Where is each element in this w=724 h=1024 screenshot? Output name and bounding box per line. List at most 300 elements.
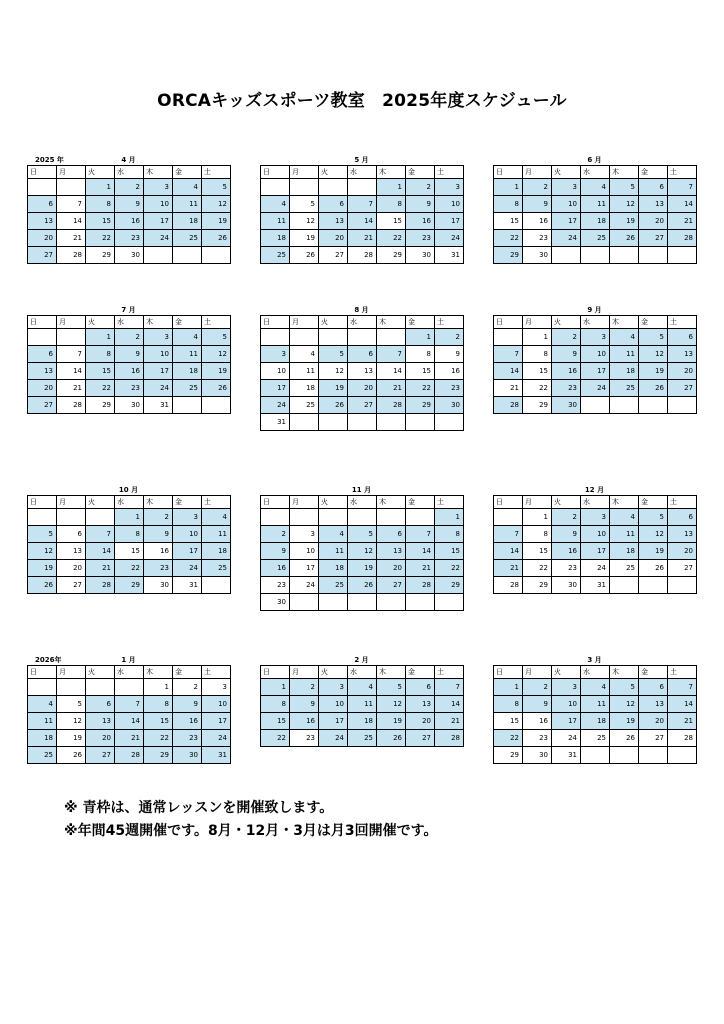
week-row [261, 363, 464, 380]
weekday-row [28, 666, 231, 679]
day-cell: 1 [494, 179, 523, 196]
week-row [261, 679, 464, 696]
week-row [494, 679, 697, 696]
month-calendar [27, 302, 230, 414]
day-cell: 22 [377, 230, 406, 247]
month-calendar [493, 482, 696, 594]
empty-cell [290, 594, 319, 611]
day-cell: 22 [435, 560, 464, 577]
weekday-cell: 日 [494, 496, 523, 509]
day-cell: 18 [173, 213, 202, 230]
day-cell: 23 [523, 230, 552, 247]
weekday-row [261, 496, 464, 509]
week-row [494, 363, 697, 380]
day-cell: 13 [639, 196, 668, 213]
day-cell: 20 [57, 560, 86, 577]
day-cell: 10 [581, 526, 610, 543]
day-cell: 1 [261, 679, 290, 696]
day-cell: 29 [86, 247, 115, 264]
day-cell: 22 [144, 730, 173, 747]
week-row [261, 329, 464, 346]
day-cell: 12 [348, 543, 377, 560]
day-cell: 5 [610, 679, 639, 696]
day-cell: 17 [261, 380, 290, 397]
weekday-row [494, 166, 697, 179]
day-cell: 17 [144, 363, 173, 380]
day-cell: 12 [610, 696, 639, 713]
weekday-cell: 火 [319, 666, 348, 679]
day-cell: 30 [115, 397, 144, 414]
day-cell: 18 [610, 363, 639, 380]
day-cell: 5 [610, 179, 639, 196]
month-table [493, 665, 697, 764]
weekday-cell: 火 [86, 166, 115, 179]
day-cell: 2 [406, 179, 435, 196]
day-cell: 10 [552, 696, 581, 713]
empty-cell [610, 747, 639, 764]
weekday-cell: 火 [319, 496, 348, 509]
day-cell: 26 [290, 247, 319, 264]
day-cell: 6 [86, 696, 115, 713]
weekday-row [261, 316, 464, 329]
week-row [261, 560, 464, 577]
day-cell: 24 [552, 230, 581, 247]
day-cell: 26 [639, 560, 668, 577]
day-cell: 3 [552, 179, 581, 196]
day-cell: 1 [494, 679, 523, 696]
month-header [260, 652, 463, 665]
day-cell: 31 [581, 577, 610, 594]
weekday-row [28, 316, 231, 329]
month-calendar [493, 152, 696, 264]
day-cell: 13 [86, 713, 115, 730]
day-cell: 24 [202, 730, 231, 747]
day-cell: 20 [668, 543, 697, 560]
day-cell: 1 [523, 509, 552, 526]
day-cell: 13 [377, 543, 406, 560]
day-cell: 28 [57, 397, 86, 414]
day-cell: 26 [377, 730, 406, 747]
weekday-cell: 金 [173, 666, 202, 679]
day-cell: 6 [639, 179, 668, 196]
day-cell: 6 [668, 509, 697, 526]
weekday-cell: 土 [668, 166, 697, 179]
day-cell: 23 [261, 577, 290, 594]
day-cell: 27 [86, 747, 115, 764]
day-cell: 11 [319, 543, 348, 560]
page-title: ORCAキッズスポーツ教室 2025年度スケジュール [157, 91, 567, 111]
week-row [28, 329, 231, 346]
weekday-cell: 火 [86, 496, 115, 509]
day-cell: 5 [202, 329, 231, 346]
day-cell: 9 [435, 346, 464, 363]
day-cell: 27 [28, 247, 57, 264]
day-cell: 19 [290, 230, 319, 247]
week-row [28, 346, 231, 363]
day-cell: 9 [173, 696, 202, 713]
day-cell: 15 [86, 363, 115, 380]
day-cell: 20 [28, 230, 57, 247]
day-cell: 29 [523, 577, 552, 594]
week-row [261, 594, 464, 611]
week-row [261, 713, 464, 730]
note-line: ※ 青枠は、通常レッスンを開催致します。 [64, 800, 334, 816]
day-cell: 4 [173, 329, 202, 346]
day-cell: 22 [115, 560, 144, 577]
weekday-cell: 月 [57, 316, 86, 329]
week-row [28, 380, 231, 397]
weekday-cell: 月 [57, 166, 86, 179]
day-cell: 14 [115, 713, 144, 730]
day-cell: 27 [57, 577, 86, 594]
day-cell: 15 [261, 713, 290, 730]
year-label: 2025 年 [35, 156, 64, 164]
day-cell: 14 [86, 543, 115, 560]
empty-cell [86, 679, 115, 696]
weekday-cell: 木 [610, 316, 639, 329]
weekday-cell: 日 [261, 666, 290, 679]
day-cell: 18 [610, 543, 639, 560]
day-cell: 18 [202, 543, 231, 560]
day-cell: 8 [261, 696, 290, 713]
weekday-cell: 金 [639, 316, 668, 329]
day-cell: 1 [86, 179, 115, 196]
day-cell: 10 [261, 363, 290, 380]
empty-cell [319, 179, 348, 196]
day-cell: 7 [494, 526, 523, 543]
weekday-cell: 土 [435, 166, 464, 179]
day-cell: 11 [610, 346, 639, 363]
weekday-cell: 木 [377, 166, 406, 179]
day-cell: 5 [290, 196, 319, 213]
day-cell: 28 [494, 577, 523, 594]
month-label: 6 月 [587, 156, 602, 164]
day-cell: 9 [552, 526, 581, 543]
weekday-cell: 水 [348, 666, 377, 679]
empty-cell [319, 509, 348, 526]
day-cell: 9 [552, 346, 581, 363]
month-header [260, 302, 463, 315]
day-cell: 16 [115, 363, 144, 380]
day-cell: 16 [552, 543, 581, 560]
day-cell: 30 [552, 397, 581, 414]
day-cell: 13 [668, 346, 697, 363]
day-cell: 16 [261, 560, 290, 577]
month-table [27, 165, 231, 264]
day-cell: 4 [319, 526, 348, 543]
weekday-cell: 水 [115, 496, 144, 509]
weekday-cell: 火 [552, 166, 581, 179]
day-cell: 12 [639, 526, 668, 543]
day-cell: 28 [57, 247, 86, 264]
day-cell: 29 [115, 577, 144, 594]
day-cell: 9 [406, 196, 435, 213]
week-row [261, 730, 464, 747]
month-label: 5 月 [354, 156, 369, 164]
weekday-cell: 金 [639, 496, 668, 509]
weekday-cell: 月 [57, 496, 86, 509]
day-cell: 30 [261, 594, 290, 611]
week-row [28, 713, 231, 730]
day-cell: 25 [581, 230, 610, 247]
day-cell: 4 [581, 679, 610, 696]
day-cell: 3 [144, 179, 173, 196]
day-cell: 9 [115, 346, 144, 363]
month-table [260, 165, 464, 264]
empty-cell [202, 397, 231, 414]
weekday-cell: 日 [28, 496, 57, 509]
week-row [494, 543, 697, 560]
day-cell: 8 [435, 526, 464, 543]
month-header [27, 482, 230, 495]
empty-cell [581, 747, 610, 764]
month-label: 12 月 [584, 486, 605, 494]
empty-cell [406, 414, 435, 431]
weekday-cell: 土 [435, 666, 464, 679]
day-cell: 29 [86, 397, 115, 414]
day-cell: 17 [552, 213, 581, 230]
day-cell: 13 [668, 526, 697, 543]
weekday-cell: 月 [290, 496, 319, 509]
month-header [493, 482, 696, 495]
empty-cell [28, 679, 57, 696]
day-cell: 11 [348, 696, 377, 713]
empty-cell [639, 247, 668, 264]
empty-cell [173, 247, 202, 264]
day-cell: 13 [319, 213, 348, 230]
weekday-cell: 火 [552, 666, 581, 679]
weekday-cell: 金 [406, 316, 435, 329]
empty-cell [668, 747, 697, 764]
day-cell: 1 [435, 509, 464, 526]
weekday-cell: 木 [144, 166, 173, 179]
day-cell: 19 [57, 730, 86, 747]
empty-cell [610, 397, 639, 414]
month-header [27, 652, 230, 665]
day-cell: 5 [319, 346, 348, 363]
weekday-cell: 土 [202, 166, 231, 179]
week-row [494, 380, 697, 397]
week-row [28, 543, 231, 560]
month-label: 11 月 [351, 486, 372, 494]
day-cell: 28 [348, 247, 377, 264]
empty-cell [668, 397, 697, 414]
empty-cell [86, 509, 115, 526]
day-cell: 29 [523, 397, 552, 414]
day-cell: 25 [319, 577, 348, 594]
day-cell: 10 [144, 196, 173, 213]
day-cell: 12 [57, 713, 86, 730]
empty-cell [639, 397, 668, 414]
weekday-cell: 土 [202, 316, 231, 329]
day-cell: 10 [290, 543, 319, 560]
day-cell: 23 [406, 230, 435, 247]
weekday-cell: 土 [435, 496, 464, 509]
empty-cell [377, 329, 406, 346]
week-row [261, 179, 464, 196]
day-cell: 9 [290, 696, 319, 713]
day-cell: 2 [290, 679, 319, 696]
day-cell: 9 [115, 196, 144, 213]
day-cell: 22 [494, 730, 523, 747]
day-cell: 15 [494, 713, 523, 730]
day-cell: 16 [523, 213, 552, 230]
weekday-cell: 木 [144, 316, 173, 329]
week-row [494, 747, 697, 764]
weekday-cell: 火 [319, 316, 348, 329]
day-cell: 15 [115, 543, 144, 560]
day-cell: 25 [173, 230, 202, 247]
day-cell: 11 [290, 363, 319, 380]
day-cell: 2 [115, 329, 144, 346]
day-cell: 21 [406, 560, 435, 577]
day-cell: 23 [552, 380, 581, 397]
day-cell: 8 [377, 196, 406, 213]
day-cell: 22 [261, 730, 290, 747]
empty-cell [202, 577, 231, 594]
week-row [28, 230, 231, 247]
day-cell: 26 [57, 747, 86, 764]
day-cell: 7 [406, 526, 435, 543]
weekday-cell: 日 [494, 166, 523, 179]
day-cell: 11 [28, 713, 57, 730]
week-row [494, 713, 697, 730]
day-cell: 4 [290, 346, 319, 363]
day-cell: 4 [28, 696, 57, 713]
day-cell: 18 [581, 713, 610, 730]
day-cell: 23 [144, 560, 173, 577]
day-cell: 3 [435, 179, 464, 196]
day-cell: 30 [173, 747, 202, 764]
day-cell: 30 [523, 747, 552, 764]
month-calendar [260, 302, 463, 431]
empty-cell [639, 747, 668, 764]
day-cell: 26 [202, 380, 231, 397]
day-cell: 24 [581, 560, 610, 577]
day-cell: 21 [348, 230, 377, 247]
day-cell: 6 [377, 526, 406, 543]
month-header [27, 152, 230, 165]
weekday-cell: 月 [523, 166, 552, 179]
month-table [260, 315, 464, 431]
day-cell: 2 [435, 329, 464, 346]
day-cell: 5 [28, 526, 57, 543]
day-cell: 3 [581, 509, 610, 526]
week-row [494, 213, 697, 230]
day-cell: 11 [173, 346, 202, 363]
day-cell: 18 [173, 363, 202, 380]
week-row [261, 213, 464, 230]
empty-cell [202, 247, 231, 264]
day-cell: 13 [406, 696, 435, 713]
day-cell: 23 [115, 380, 144, 397]
day-cell: 14 [57, 363, 86, 380]
day-cell: 17 [552, 713, 581, 730]
weekday-row [494, 666, 697, 679]
day-cell: 15 [377, 213, 406, 230]
month-table [27, 315, 231, 414]
empty-cell [581, 397, 610, 414]
day-cell: 12 [377, 696, 406, 713]
day-cell: 19 [610, 213, 639, 230]
empty-cell [552, 247, 581, 264]
day-cell: 12 [290, 213, 319, 230]
day-cell: 12 [28, 543, 57, 560]
day-cell: 29 [494, 247, 523, 264]
day-cell: 15 [523, 363, 552, 380]
week-row [28, 196, 231, 213]
weekday-cell: 日 [28, 666, 57, 679]
weekday-cell: 金 [639, 666, 668, 679]
empty-cell [261, 509, 290, 526]
weekday-cell: 土 [202, 666, 231, 679]
day-cell: 3 [290, 526, 319, 543]
month-header [493, 302, 696, 315]
day-cell: 27 [668, 380, 697, 397]
week-row [494, 526, 697, 543]
empty-cell [319, 414, 348, 431]
day-cell: 24 [290, 577, 319, 594]
day-cell: 25 [202, 560, 231, 577]
week-row [261, 380, 464, 397]
day-cell: 17 [581, 543, 610, 560]
day-cell: 21 [435, 713, 464, 730]
week-row [494, 696, 697, 713]
month-calendar [493, 652, 696, 764]
day-cell: 22 [86, 230, 115, 247]
weekday-cell: 水 [115, 666, 144, 679]
day-cell: 16 [144, 543, 173, 560]
day-cell: 27 [639, 730, 668, 747]
empty-cell [377, 594, 406, 611]
weekday-cell: 木 [610, 166, 639, 179]
day-cell: 28 [86, 577, 115, 594]
weekday-cell: 月 [57, 666, 86, 679]
day-cell: 21 [377, 380, 406, 397]
day-cell: 23 [523, 730, 552, 747]
month-header [260, 152, 463, 165]
day-cell: 14 [668, 196, 697, 213]
empty-cell [57, 679, 86, 696]
day-cell: 3 [144, 329, 173, 346]
day-cell: 17 [435, 213, 464, 230]
day-cell: 28 [115, 747, 144, 764]
day-cell: 8 [115, 526, 144, 543]
day-cell: 19 [202, 213, 231, 230]
weekday-cell: 火 [86, 666, 115, 679]
day-cell: 20 [86, 730, 115, 747]
week-row [261, 696, 464, 713]
day-cell: 6 [406, 679, 435, 696]
day-cell: 4 [610, 329, 639, 346]
weekday-cell: 土 [668, 666, 697, 679]
day-cell: 28 [668, 730, 697, 747]
weekday-cell: 金 [406, 496, 435, 509]
month-calendar [260, 652, 463, 747]
day-cell: 10 [435, 196, 464, 213]
day-cell: 25 [348, 730, 377, 747]
day-cell: 23 [435, 380, 464, 397]
empty-cell [28, 509, 57, 526]
day-cell: 23 [173, 730, 202, 747]
day-cell: 2 [261, 526, 290, 543]
weekday-cell: 木 [377, 496, 406, 509]
day-cell: 30 [144, 577, 173, 594]
day-cell: 21 [57, 380, 86, 397]
day-cell: 11 [610, 526, 639, 543]
day-cell: 7 [668, 179, 697, 196]
day-cell: 27 [319, 247, 348, 264]
